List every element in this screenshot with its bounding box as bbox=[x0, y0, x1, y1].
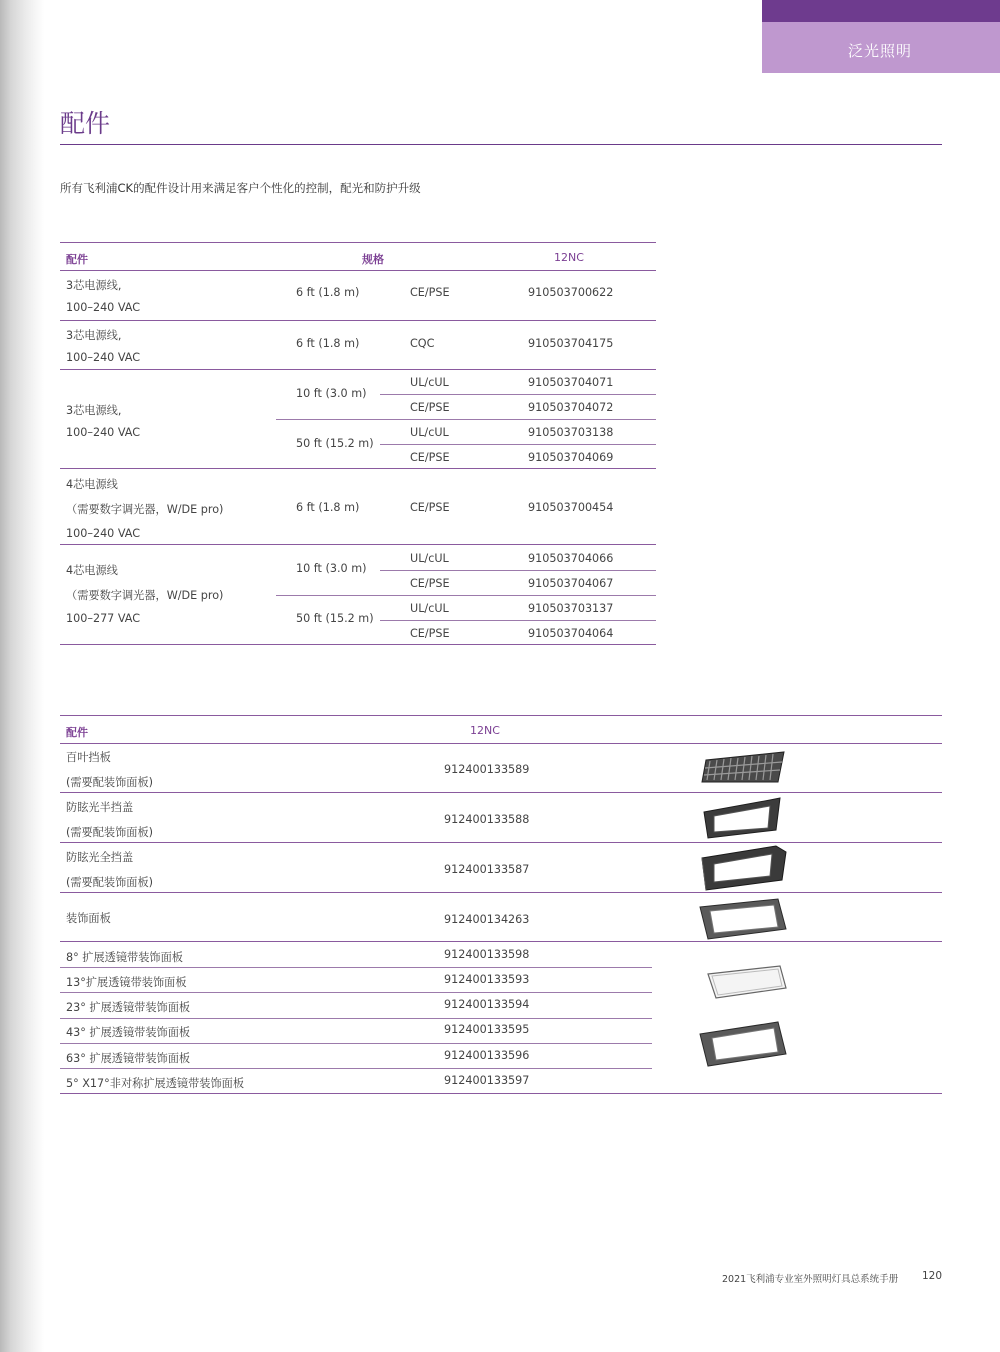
certification: CE/PSE bbox=[410, 451, 450, 464]
cord-length: 6 ft (1.8 m) bbox=[296, 501, 360, 514]
table-rule bbox=[60, 1043, 652, 1044]
col-header-accessory: 配件 bbox=[66, 726, 88, 739]
accessory-voltage: 100–240 VAC bbox=[66, 301, 141, 314]
accessory-note: (需要配装饰面板) bbox=[66, 776, 154, 789]
table-rule bbox=[380, 620, 656, 621]
table-rule bbox=[60, 792, 942, 793]
table-rule bbox=[60, 1093, 942, 1094]
section-tab-bar bbox=[762, 0, 1000, 22]
accessory-name: 防眩光全挡盖 bbox=[66, 851, 134, 864]
table-rule bbox=[60, 544, 656, 545]
nc-code: 912400133593 bbox=[444, 973, 530, 986]
accessory-voltage: 100–240 VAC bbox=[66, 527, 141, 540]
intro-text: 所有飞利浦CK的配件设计用来满足客户个性化的控制，配光和防护升级 bbox=[60, 181, 421, 195]
page-spine-shadow bbox=[0, 0, 44, 1352]
lens-image bbox=[706, 962, 788, 1002]
certification: UL/cUL bbox=[410, 552, 449, 565]
accessory-name: 4芯电源线 bbox=[66, 478, 118, 491]
page-title: 配件 bbox=[60, 109, 111, 138]
accessory-name: 百叶挡板 bbox=[66, 751, 111, 764]
table-rule bbox=[380, 570, 656, 571]
section-tab-label: 泛光照明 bbox=[847, 42, 912, 60]
table-rule bbox=[60, 369, 656, 370]
table-rule bbox=[60, 967, 652, 968]
table-rule bbox=[380, 444, 656, 445]
table-rule bbox=[60, 715, 942, 716]
nc-code: 912400133595 bbox=[444, 1023, 530, 1036]
table-rule bbox=[60, 242, 656, 243]
table-rule bbox=[60, 992, 652, 993]
table-rule bbox=[60, 320, 656, 321]
nc-code: 910503704066 bbox=[528, 552, 614, 565]
col-header-12nc: 12NC bbox=[554, 251, 584, 264]
title-rule bbox=[60, 144, 942, 145]
nc-code: 910503703138 bbox=[528, 426, 614, 439]
accessory-name: 装饰面板 bbox=[66, 912, 111, 925]
cord-length: 6 ft (1.8 m) bbox=[296, 286, 360, 299]
accessory-name: 4芯电源线 bbox=[66, 564, 118, 577]
nc-code: 912400133594 bbox=[444, 998, 530, 1011]
accessory-note: (需要配装饰面板) bbox=[66, 826, 154, 839]
col-header-accessory: 配件 bbox=[66, 253, 88, 266]
nc-code: 910503704067 bbox=[528, 577, 614, 590]
certification: CE/PSE bbox=[410, 286, 450, 299]
nc-code: 912400133588 bbox=[444, 813, 530, 826]
table-rule bbox=[60, 842, 942, 843]
table-rule bbox=[60, 644, 656, 645]
footer-title: 2021飞利浦专业室外照明灯具总系统手册 bbox=[722, 1274, 899, 1285]
certification: UL/cUL bbox=[410, 426, 449, 439]
nc-code: 910503704069 bbox=[528, 451, 614, 464]
table-rule bbox=[60, 941, 942, 942]
accessory-name: 3芯电源线, bbox=[66, 404, 122, 417]
certification: CE/PSE bbox=[410, 501, 450, 514]
nc-code: 912400133587 bbox=[444, 863, 530, 876]
accessory-note: (需要配装饰面板) bbox=[66, 876, 154, 889]
cord-length: 10 ft (3.0 m) bbox=[296, 387, 367, 400]
certification: CQC bbox=[410, 337, 435, 350]
accessory-name: 3芯电源线, bbox=[66, 329, 122, 342]
accessory-note: （需要数字调光器，W/DE pro) bbox=[66, 503, 224, 516]
table-rule bbox=[380, 394, 656, 395]
lens-name: 8° 扩展透镜带装饰面板 bbox=[66, 951, 183, 964]
table-rule bbox=[276, 419, 656, 420]
table-rule bbox=[276, 595, 656, 596]
accessory-voltage: 100–277 VAC bbox=[66, 612, 141, 625]
accessory-note: （需要数字调光器，W/DE pro) bbox=[66, 589, 224, 602]
cord-length: 50 ft (15.2 m) bbox=[296, 612, 374, 625]
certification: CE/PSE bbox=[410, 401, 450, 414]
nc-code: 910503704064 bbox=[528, 627, 614, 640]
lens-name: 5° X17°非对称扩展透镜带装饰面板 bbox=[66, 1077, 245, 1090]
half-shield-image bbox=[700, 794, 790, 842]
page-number: 120 bbox=[922, 1270, 943, 1282]
nc-code: 912400133597 bbox=[444, 1074, 530, 1087]
cord-length: 6 ft (1.8 m) bbox=[296, 337, 360, 350]
nc-code: 912400133598 bbox=[444, 948, 530, 961]
nc-code: 910503704072 bbox=[528, 401, 614, 414]
table-rule bbox=[60, 270, 656, 271]
accessory-voltage: 100–240 VAC bbox=[66, 351, 141, 364]
table-rule bbox=[60, 468, 656, 469]
nc-code: 912400133596 bbox=[444, 1049, 530, 1062]
nc-code: 910503700454 bbox=[528, 501, 614, 514]
louver-image bbox=[700, 748, 788, 788]
full-shield-image bbox=[698, 844, 790, 892]
col-header-12nc: 12NC bbox=[470, 724, 500, 737]
lens-name: 23° 扩展透镜带装饰面板 bbox=[66, 1001, 191, 1014]
lens-name: 13°扩展透镜带装饰面板 bbox=[66, 976, 187, 989]
table-rule bbox=[60, 1018, 652, 1019]
nc-code: 910503703137 bbox=[528, 602, 614, 615]
accessory-name: 3芯电源线, bbox=[66, 279, 122, 292]
lens-trim-image bbox=[698, 1018, 790, 1070]
nc-code: 912400134263 bbox=[444, 913, 530, 926]
table-rule bbox=[60, 1068, 652, 1069]
nc-code: 910503704071 bbox=[528, 376, 614, 389]
table-rule bbox=[60, 892, 942, 893]
certification: UL/cUL bbox=[410, 602, 449, 615]
table-rule bbox=[60, 743, 942, 744]
nc-code: 912400133589 bbox=[444, 763, 530, 776]
trim-plate-image bbox=[698, 895, 790, 943]
col-header-spec: 规格 bbox=[362, 253, 384, 266]
cord-length: 10 ft (3.0 m) bbox=[296, 562, 367, 575]
accessory-name: 防眩光半挡盖 bbox=[66, 801, 134, 814]
certification: CE/PSE bbox=[410, 577, 450, 590]
nc-code: 910503700622 bbox=[528, 286, 614, 299]
certification: UL/cUL bbox=[410, 376, 449, 389]
lens-name: 43° 扩展透镜带装饰面板 bbox=[66, 1026, 191, 1039]
accessory-voltage: 100–240 VAC bbox=[66, 426, 141, 439]
certification: CE/PSE bbox=[410, 627, 450, 640]
lens-name: 63° 扩展透镜带装饰面板 bbox=[66, 1052, 191, 1065]
nc-code: 910503704175 bbox=[528, 337, 614, 350]
cord-length: 50 ft (15.2 m) bbox=[296, 437, 374, 450]
